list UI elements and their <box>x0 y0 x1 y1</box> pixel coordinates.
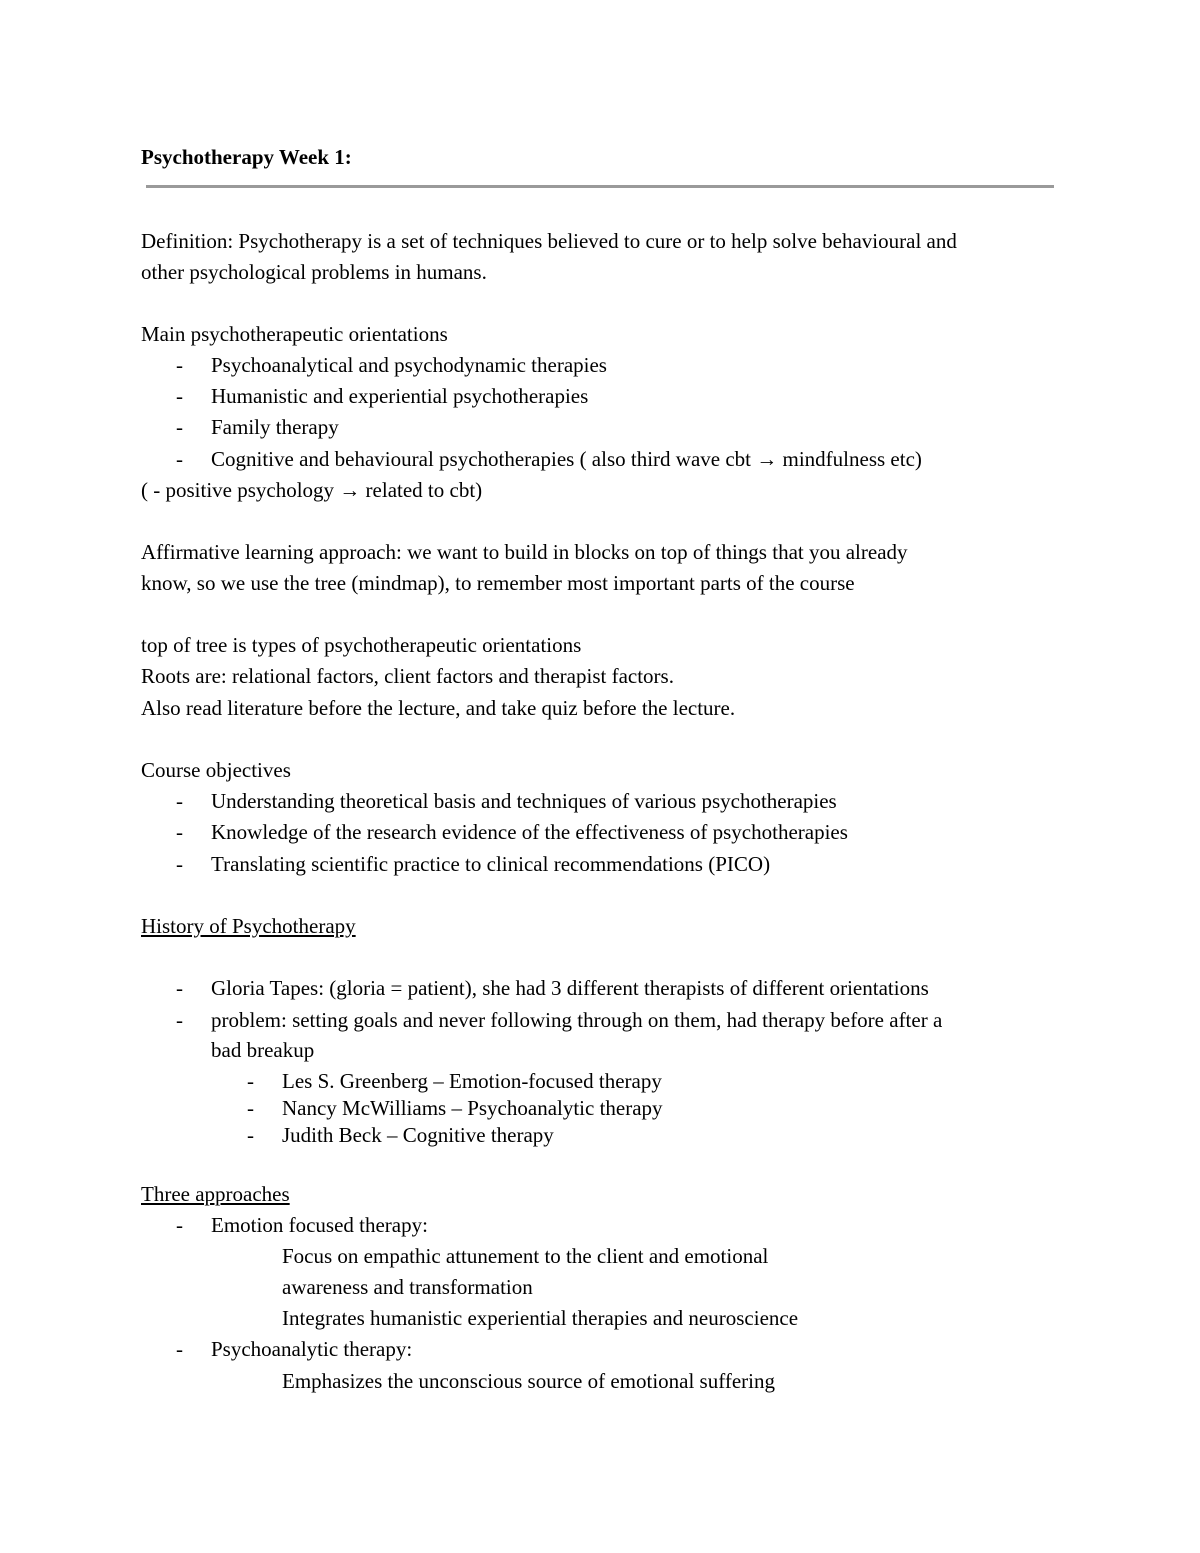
bullet-dash: - <box>176 353 183 377</box>
title-divider <box>146 185 1054 188</box>
orientation-item-3: Family therapy <box>211 415 339 439</box>
sub-bullet-dash: - <box>247 1069 254 1093</box>
objectives-heading: Course objectives <box>141 758 291 782</box>
definition-line-2: other psychological problems in humans. <box>141 260 487 284</box>
bullet-dash: - <box>176 789 183 813</box>
affirmative-line-1: Affirmative learning approach: we want to build in blocks on top of things that you already <box>141 540 908 564</box>
orientations-heading: Main psychotherapeutic orientations <box>141 322 448 346</box>
eft-label: Emotion focused therapy: <box>211 1213 428 1237</box>
bullet-dash: - <box>176 820 183 844</box>
bullet-dash: - <box>176 384 183 408</box>
page-title: Psychotherapy Week 1: <box>141 145 352 169</box>
approaches-heading: Three approaches <box>141 1182 290 1206</box>
therapist-item-1: Les S. Greenberg – Emotion-focused therapy <box>282 1069 662 1093</box>
orientation-item-4: Cognitive and behavioural psychotherapies ( also third wave cbt → mindfulness etc) <box>211 447 922 471</box>
bullet-dash: - <box>176 1008 183 1032</box>
bullet-dash: - <box>176 852 183 876</box>
bullet-dash: - <box>176 1213 183 1237</box>
pa-line-1: Emphasizes the unconscious source of emotional suffering <box>282 1369 775 1393</box>
objective-item-2: Knowledge of the research evidence of the effectiveness of psychotherapies <box>211 820 848 844</box>
sub-bullet-dash: - <box>247 1123 254 1147</box>
eft-line-2: awareness and transformation <box>282 1275 533 1299</box>
bullet-dash: - <box>176 1337 183 1361</box>
definition-line-1: Definition: Psychotherapy is a set of techniques believed to cure or to help solve behavioural and <box>141 229 957 253</box>
objective-item-1: Understanding theoretical basis and techniques of various psychotherapies <box>211 789 837 813</box>
tree-line-1: top of tree is types of psychotherapeutic orientations <box>141 633 582 657</box>
sub-bullet-dash: - <box>247 1096 254 1120</box>
orientation-item-1: Psychoanalytical and psychodynamic therapies <box>211 353 607 377</box>
eft-line-1: Focus on empathic attunement to the client and emotional <box>282 1244 769 1268</box>
therapist-item-3: Judith Beck – Cognitive therapy <box>282 1123 554 1147</box>
objective-item-3: Translating scientific practice to clinical recommendations (PICO) <box>211 852 771 876</box>
therapist-item-2: Nancy McWilliams – Psychoanalytic therapy <box>282 1096 663 1120</box>
bullet-dash: - <box>176 415 183 439</box>
history-item-2-line-2: bad breakup <box>211 1038 315 1062</box>
history-heading: History of Psychotherapy <box>141 914 356 938</box>
affirmative-line-2: know, so we use the tree (mindmap), to remember most important parts of the course <box>141 571 855 595</box>
tree-line-2: Roots are: relational factors, client factors and therapist factors. <box>141 664 674 688</box>
history-item-1: Gloria Tapes: (gloria = patient), she had 3 different therapists of different orientations <box>211 976 929 1000</box>
eft-line-3: Integrates humanistic experiential therapies and neuroscience <box>282 1306 799 1330</box>
bullet-dash: - <box>176 447 183 471</box>
tree-line-3: Also read literature before the lecture, and take quiz before the lecture. <box>141 696 736 720</box>
pa-label: Psychoanalytic therapy: <box>211 1337 413 1361</box>
orientations-note: ( - positive psychology → related to cbt) <box>141 478 483 502</box>
bullet-dash: - <box>176 976 183 1000</box>
history-item-2-line-1: problem: setting goals and never following through on them, had therapy before after a <box>211 1008 943 1032</box>
orientation-item-2: Humanistic and experiential psychotherapies <box>211 384 589 408</box>
